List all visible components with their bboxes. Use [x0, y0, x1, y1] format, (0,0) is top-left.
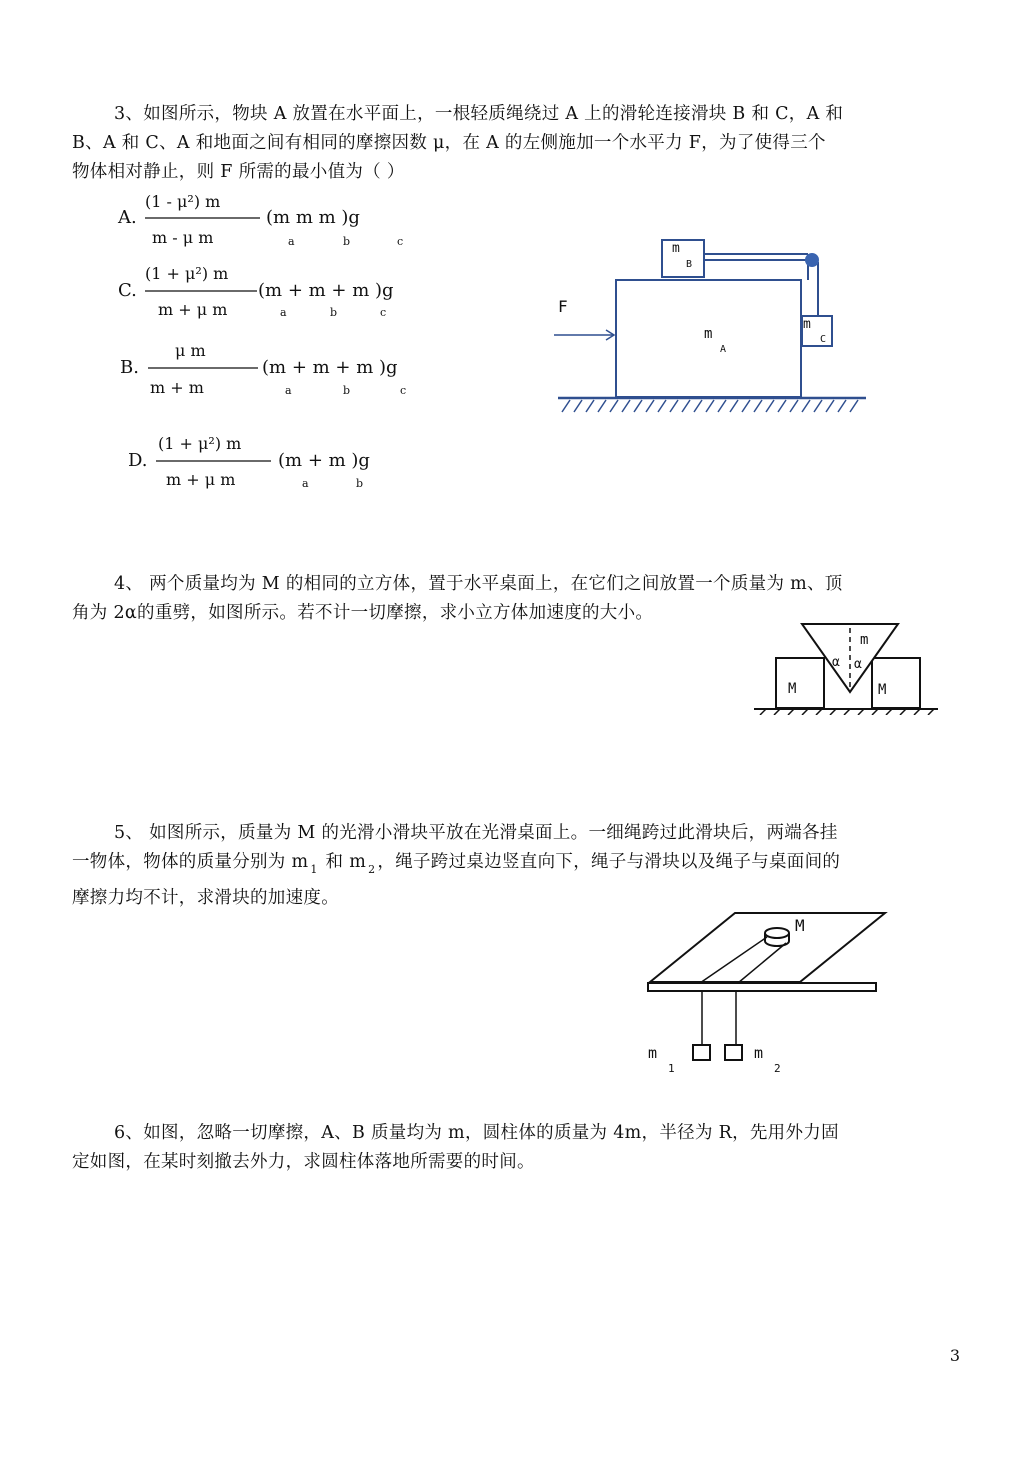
question-6-text	[72, 1119, 962, 1177]
angle-right-label: α	[854, 657, 862, 672]
option-b-tail: (m + m + m )g	[262, 357, 398, 378]
option-b-sub-a: a	[285, 384, 292, 397]
option-a-sub-a: a	[288, 235, 295, 248]
option-c-sub-c: c	[380, 306, 387, 319]
q6-line-2: 定如图，在某时刻撤去外力，求圆柱体落地所需要的时间。	[72, 1152, 535, 1172]
mass-1-label: m	[648, 1044, 658, 1062]
option-c-numerator: (1 + μ²) m	[145, 264, 229, 283]
q5-line-2	[72, 848, 962, 884]
mass-2-label: m	[754, 1044, 764, 1062]
force-label: F	[558, 297, 568, 316]
mass-2	[725, 1045, 742, 1060]
table-top	[650, 913, 885, 982]
option-b-sub-b: b	[343, 384, 351, 397]
cube-left	[776, 658, 824, 708]
mass-c-label: m	[803, 317, 811, 332]
q5-line-1: 5、 如图所示，质量为 M 的光滑小滑块平放在光滑桌面上。一细绳跨过此滑块后，两端各挂	[114, 823, 838, 843]
option-d-tail: (m + m )g	[278, 450, 370, 471]
option-c-tail: (m + m + m )g	[258, 280, 394, 301]
table-edge	[648, 983, 876, 991]
option-a-denominator: m - μ m	[152, 228, 214, 247]
mass-1	[693, 1045, 710, 1060]
q3-line-1: 3、如图所示，物块 A 放置在水平面上，一根轻质绳绕过 A 上的滑轮连接滑块 B 和 C，A 和	[114, 104, 844, 124]
option-a-label: A.	[118, 207, 137, 228]
q5-sub-1: 1	[310, 863, 318, 876]
option-a-numerator: (1 - μ²) m	[145, 192, 221, 211]
option-b-fraction-bar	[148, 366, 258, 370]
q3-line-3: 物体相对静止，则 F 所需的最小值为（ ）	[72, 162, 405, 182]
cube-right-label: M	[878, 682, 887, 698]
q5-line-2-a: 一物体，物体的质量分别为 m	[72, 852, 309, 872]
option-a-sub-c: c	[397, 235, 404, 248]
option-d-numerator: (1 + μ²) m	[158, 434, 242, 453]
question-5-text	[72, 819, 962, 913]
mass-b-sub: B	[686, 259, 693, 270]
option-d-sub-a: a	[302, 477, 309, 490]
option-b-denominator: m + m	[150, 378, 204, 397]
option-d-denominator: m + μ m	[166, 470, 236, 489]
q5-line-3: 摩擦力均不计，求滑块的加速度。	[72, 888, 339, 908]
q3-figure	[550, 230, 870, 415]
mass-a-sub: A	[720, 344, 727, 355]
pulley-icon	[805, 253, 819, 267]
option-b-label: B.	[120, 357, 139, 378]
mass-a-label: m	[704, 326, 713, 342]
option-b-sub-c: c	[400, 384, 407, 397]
cube-left-label: M	[788, 681, 797, 697]
option-a-sub-b: b	[343, 235, 351, 248]
option-d-fraction-bar	[156, 459, 271, 463]
option-c-sub-b: b	[330, 306, 338, 319]
page-number: 3	[949, 1346, 960, 1365]
option-a-tail: (m m m )g	[266, 207, 360, 228]
slider-block-top	[765, 928, 789, 938]
option-a-fraction-bar	[145, 216, 260, 220]
q3-line-2: B、A 和 C、A 和地面之间有相同的摩擦因数 μ，在 A 的左侧施加一个水平力 F，为了使得三个	[72, 133, 826, 153]
q4-line-2: 角为 2α的重劈，如图所示。若不计一切摩擦，求小立方体加速度的大小。	[72, 603, 654, 623]
angle-left-label: α	[832, 655, 840, 670]
block-b	[662, 240, 704, 277]
option-c-fraction-bar	[145, 289, 257, 293]
q5-sub-2: 2	[368, 863, 376, 876]
slider-label: M	[795, 916, 805, 935]
q4-line-1: 4、 两个质量均为 M 的相同的立方体，置于水平桌面上，在它们之间放置一个质量为 m、顶	[114, 574, 843, 594]
option-c-sub-a: a	[280, 306, 287, 319]
option-c-label: C.	[118, 280, 137, 301]
q6-line-1: 6、如图，忽略一切摩擦，A、B 质量均为 m，圆柱体的质量为 4m，半径为 R，先用外力固	[114, 1123, 839, 1143]
option-d-sub-b: b	[356, 477, 364, 490]
option-c-denominator: m + μ m	[158, 300, 228, 319]
q4-figure	[750, 620, 940, 715]
option-b-numerator: μ m	[175, 341, 206, 360]
question-3-text	[72, 100, 962, 187]
mass-c-sub: C	[820, 334, 827, 345]
q5-line-2-c: ，绳子跨过桌边竖直向下，绳子与滑块以及绳子与桌面间的	[377, 852, 841, 872]
mass-1-sub: 1	[668, 1062, 675, 1075]
q5-figure	[640, 905, 890, 1080]
mass-2-sub: 2	[774, 1062, 781, 1075]
wedge-label: m	[860, 632, 869, 648]
q5-line-2-b: 和 m	[319, 852, 367, 872]
mass-b-label: m	[672, 241, 680, 256]
option-d-label: D.	[128, 450, 148, 471]
